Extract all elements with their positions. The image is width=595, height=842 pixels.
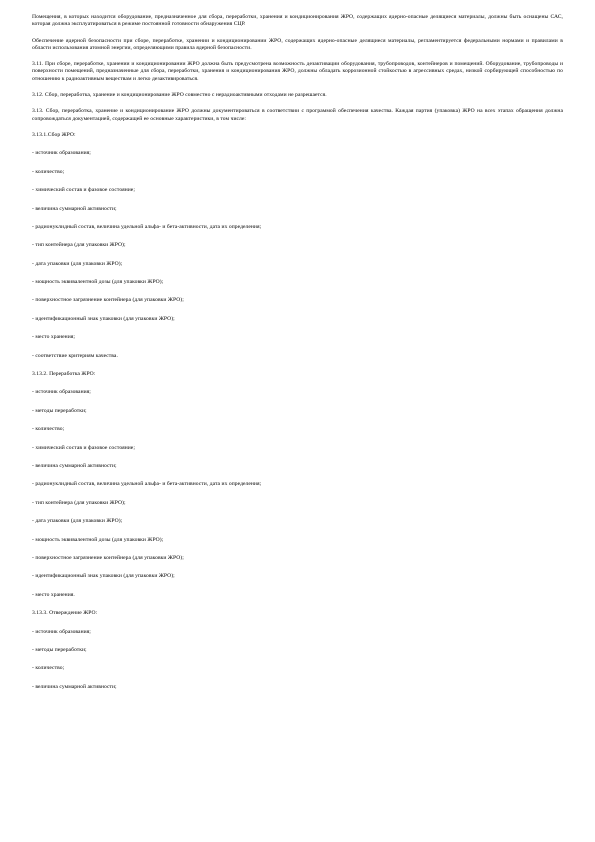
list-item: - дата упаковки (для упаковки ЖРО); [32,260,123,267]
list-item: - место хранения; [32,334,75,341]
list-item: - величина суммарной активности; [32,463,117,469]
list-item: - количество; [32,426,65,433]
list-item: - поверхностное загрязнение контейнера (для упаковки ЖРО); [32,297,184,304]
list-item: - мощность эквивалентной дозы (для упаковки ЖРО); [32,536,164,543]
list-item: - мощность эквивалентной дозы (для упаковки ЖРО); [32,279,164,286]
section-heading: 3.13.2. Переработка ЖРО: [32,371,96,378]
paragraph-sas-equipment: Помещения, в которых находится оборудование, предназначенное для сбора, переработки, хранения и кондиционирования ЖРО, содержащих ядерно-опасные делящиеся материалы, должны быть оснащены САС, которая должна эксплуатироваться в режиме постоянной готовности обнаружения СЦР. [32,14,563,28]
paragraph-3-11: 3.11. При сборе, переработке, хранении и кондиционировании ЖРО должна быть предусмотрена возможность дезактивации оборудования, трубопроводов, контейнеров и помещений. Оборудование, трубопроводы и поверхности помещений, предназначенные для сбора, переработки, хранения и кондиционирования ЖРО, должны обладать коррозионной стойкостью в агрессивных средах, низкой сорбирующей способностью по отношению к радиоактивным веществам и легко дезактивироваться. [32,61,563,82]
section-3-13-1 [32,132,563,360]
list-item: - радионуклидный состав, величина удельной альфа- и бета-активности, дата их определения; [32,481,262,488]
list-item: - методы переработки; [32,407,87,414]
list-item: - величина суммарной активности; [32,683,117,690]
list-item: - методы переработки; [32,646,87,653]
list-item: - поверхностное загрязнение контейнера (для упаковки ЖРО); [32,554,184,561]
list-item: - химический состав и фазовое состояние; [32,444,135,451]
list-item: - количество; [32,665,65,672]
section-heading: 3.13.3. Отверждение ЖРО: [32,610,98,617]
paragraph-3-12: 3.12. Сбор, переработка, хранение и кондиционирование ЖРО совместно с нерадиоактивными отходами не разрешается. [32,91,327,98]
list-item: - место хранения. [32,591,75,598]
section-3-13-2 [32,371,563,599]
list-item: - химический состав и фазовое состояние; [32,187,135,194]
paragraph-nuclear-safety: Обеспечение ядерной безопасности при сборе, переработке, хранении и кондиционировании ЖРО, содержащих ядерно-опасные делящиеся материалы, регламентируется федеральными нормами и правилами в области использования атомной энергии, определяющими правила ядерной безопасности. [32,37,563,51]
list-item: - тип контейнера (для упаковки ЖРО); [32,499,126,506]
list-item: - дата упаковки (для упаковки ЖРО); [32,518,123,525]
paragraph-3-13: 3.13. Сбор, переработка, хранение и кондиционирование ЖРО должны документироваться в соответствии с программой обеспечения качества. Каждая партия (упаковка) ЖРО на всех этапах обращения должна сопровождаться документацией, содержащей ее основные характеристики, в том числе: [32,108,563,122]
list-item: - идентификационный знак упаковки (для упаковки ЖРО); [32,315,175,322]
section-heading: 3.13.1.Сбор ЖРО: [32,131,76,138]
section-3-13-3 [32,610,563,691]
list-item: - величина суммарной активности; [32,205,117,212]
list-item: - источник образования; [32,389,91,396]
list-item: - тип контейнера (для упаковки ЖРО); [32,242,126,249]
list-item: - количество; [32,168,65,175]
list-item: - соответствие критериям качества. [32,352,118,359]
list-item: - источник образования; [32,150,91,157]
list-item: - идентификационный знак упаковки (для упаковки ЖРО); [32,573,175,580]
list-item: - источник образования; [32,628,91,635]
list-item: - радионуклидный состав, величина удельной альфа- и бета-активности, дата их определения; [32,223,262,230]
